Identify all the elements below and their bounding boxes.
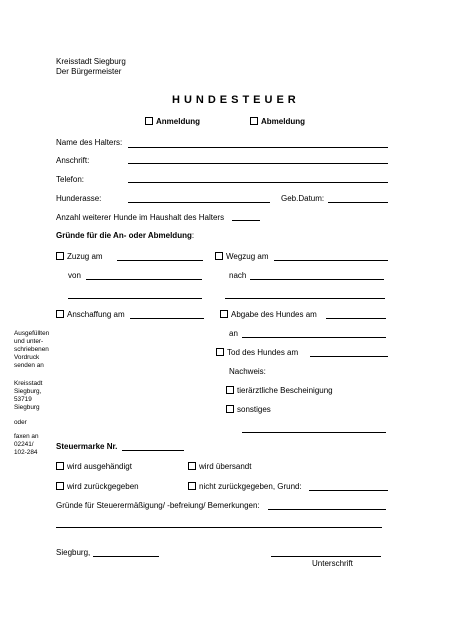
anzahl-label: Anzahl weiterer Hunde im Haushalt des Halters — [56, 213, 225, 222]
wegzug-checkbox[interactable] — [215, 252, 223, 260]
option-tierarzt[interactable] — [226, 386, 333, 396]
option-anschaffung[interactable] — [56, 310, 125, 320]
name-field[interactable] — [128, 147, 388, 148]
ort-label: Siegburg, — [56, 548, 91, 557]
zurueckgegeben-label: wird zurückgegeben — [67, 482, 139, 491]
unterschrift-label: Unterschrift — [312, 559, 353, 568]
option-uebersandt[interactable] — [188, 462, 251, 472]
gruende-label: Gründe für Steuerermäßigung/ -befreiung/ Bemerkungen: — [56, 501, 260, 510]
anschaffung-date-field[interactable] — [130, 318, 204, 319]
tod-label: Tod des Hundes am — [227, 348, 299, 357]
an-field[interactable] — [242, 337, 386, 338]
zuzug-label: Zuzug am — [67, 252, 103, 261]
name-label: Name des Halters: — [56, 138, 123, 147]
option-anmeldung[interactable] — [145, 117, 200, 127]
tierarzt-label: tierärztliche Bescheinigung — [237, 386, 333, 395]
sidebar-note-send: Ausgefüllten und unter- schriebenen Vordruck senden an — [14, 330, 50, 369]
nicht-zurueckgegeben-label: nicht zurückgegeben, Grund: — [199, 482, 302, 491]
datum-field[interactable] — [93, 556, 159, 557]
tod-date-field[interactable] — [310, 356, 388, 357]
option-wegzug[interactable] — [215, 252, 269, 262]
signature-field[interactable] — [271, 556, 381, 557]
telefon-field[interactable] — [128, 182, 388, 183]
sonstiges-label: sonstiges — [237, 405, 271, 414]
anschaffung-label: Anschaffung am — [67, 310, 125, 319]
anmeldung-label: Anmeldung — [156, 117, 200, 126]
gebdatum-field[interactable] — [328, 202, 388, 203]
nach-label: nach — [229, 271, 247, 280]
sidebar-note-oder: oder — [14, 419, 27, 426]
von-label: von — [68, 271, 81, 280]
gebdatum-label: Geb.Datum: — [281, 194, 325, 203]
reasons-heading: Gründe für die An- oder Abmeldung: — [56, 231, 195, 240]
sidebar-note-address: Kreisstadt Siegburg, 53719 Siegburg — [14, 380, 43, 411]
zuzug-checkbox[interactable] — [56, 252, 64, 260]
option-abgabe[interactable] — [220, 310, 317, 320]
option-ausgehaendigt[interactable] — [56, 462, 132, 472]
von-field-2[interactable] — [68, 298, 202, 299]
abgabe-label: Abgabe des Hundes am — [231, 310, 317, 319]
telefon-label: Telefon: — [56, 175, 85, 184]
option-nicht-zurueckgegeben[interactable] — [188, 482, 302, 492]
abgabe-date-field[interactable] — [326, 318, 386, 319]
abmeldung-label: Abmeldung — [261, 117, 305, 126]
wegzug-label: Wegzug am — [226, 252, 269, 261]
anmeldung-checkbox[interactable] — [145, 117, 153, 125]
option-zuzug[interactable] — [56, 252, 103, 262]
option-zurueckgegeben[interactable] — [56, 482, 139, 492]
uebersandt-label: wird übersandt — [199, 462, 252, 471]
sonstiges-checkbox[interactable] — [226, 405, 234, 413]
nach-field[interactable] — [250, 279, 384, 280]
hunderasse-label: Hunderasse: — [56, 194, 102, 203]
org-line-2: Der Bürgermeister — [56, 67, 122, 76]
nachweis-label: Nachweis: — [229, 367, 266, 376]
gruende-field[interactable] — [268, 509, 386, 510]
an-label: an — [229, 329, 238, 338]
tierarzt-checkbox[interactable] — [226, 386, 234, 394]
steuermarke-field[interactable] — [122, 450, 184, 451]
nicht-zurueckgegeben-checkbox[interactable] — [188, 482, 196, 490]
von-field[interactable] — [86, 279, 202, 280]
ausgehaendigt-label: wird ausgehändigt — [67, 462, 132, 471]
option-tod[interactable] — [216, 348, 298, 358]
wegzug-date-field[interactable] — [274, 260, 388, 261]
abmeldung-checkbox[interactable] — [250, 117, 258, 125]
option-sonstiges[interactable] — [226, 405, 271, 415]
anzahl-field[interactable] — [232, 220, 260, 221]
sonstiges-field[interactable] — [242, 432, 386, 433]
zurueckgegeben-checkbox[interactable] — [56, 482, 64, 490]
zuzug-date-field[interactable] — [117, 260, 203, 261]
page-title: HUNDESTEUER — [172, 94, 300, 106]
ausgehaendigt-checkbox[interactable] — [56, 462, 64, 470]
gruende-field-2[interactable] — [56, 527, 382, 528]
anschrift-label: Anschrift: — [56, 156, 90, 165]
nach-field-2[interactable] — [225, 298, 385, 299]
anschaffung-checkbox[interactable] — [56, 310, 64, 318]
tod-checkbox[interactable] — [216, 348, 224, 356]
org-line-1: Kreisstadt Siegburg — [56, 57, 126, 66]
sidebar-note-fax: faxen an 02241/ 102-284 — [14, 433, 39, 456]
uebersandt-checkbox[interactable] — [188, 462, 196, 470]
anschrift-field[interactable] — [128, 163, 388, 164]
option-abmeldung[interactable] — [250, 117, 305, 127]
hunderasse-field[interactable] — [128, 202, 270, 203]
abgabe-checkbox[interactable] — [220, 310, 228, 318]
steuermarke-label: Steuermarke Nr. — [56, 442, 118, 451]
grund-field[interactable] — [309, 490, 388, 491]
